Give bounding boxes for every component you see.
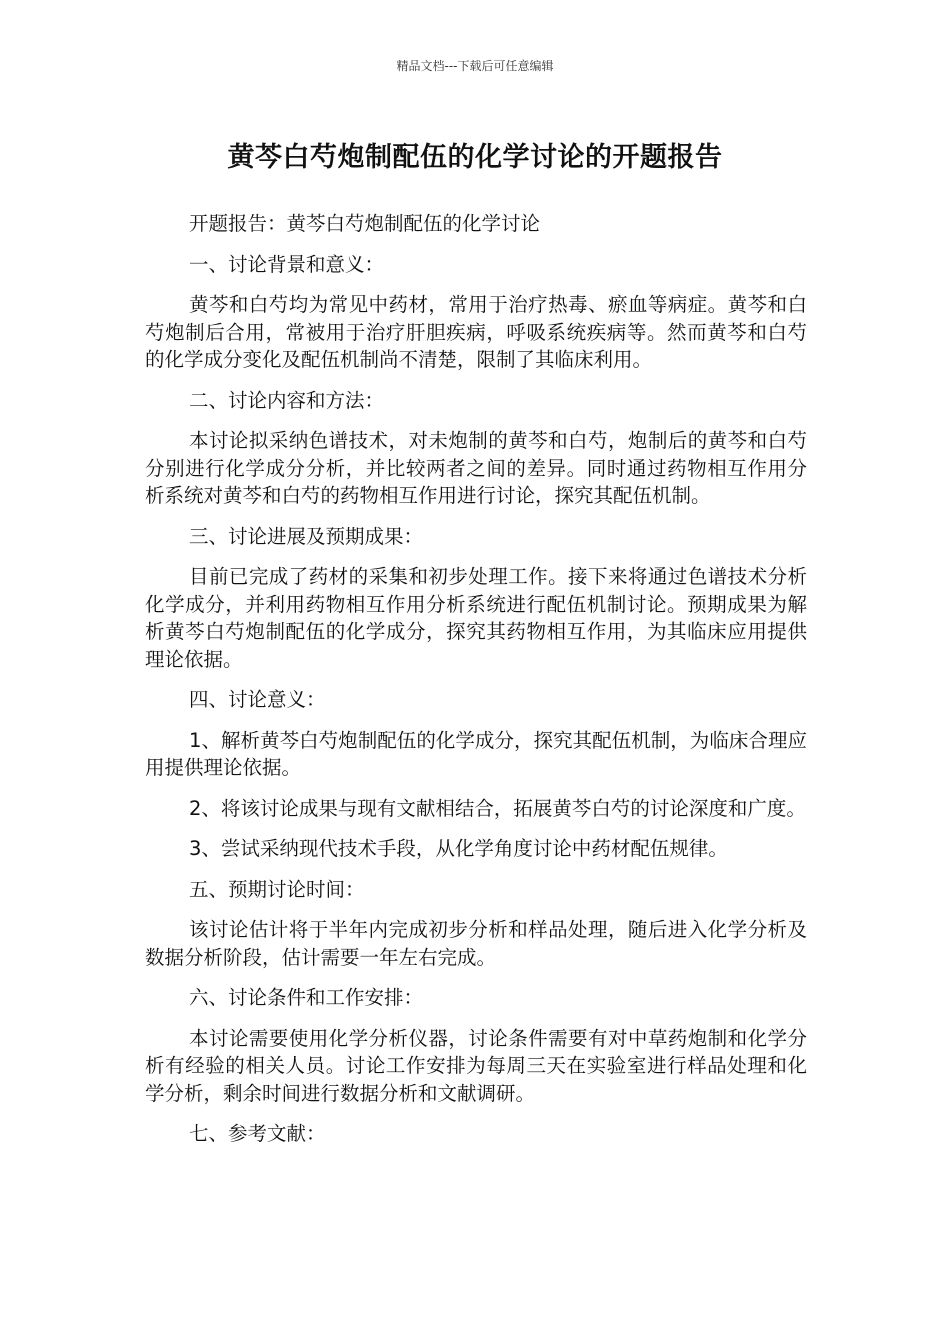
section-heading-timeline: 五、预期讨论时间： [189,877,365,901]
paragraph-background: 黄芩和白芍均为常见中药材，常用于治疗热毒、瘀血等病症。黄芩和白芍炮制后合用，常被用于治疗肝胆疾病，呼吸系统疾病等。然而黄芩和白芍的化学成分变化及配伍机制尚不清楚，限制了其临床利用。 [145,293,807,371]
paragraph-progress: 目前已完成了药材的采集和初步处理工作。接下来将通过色谱技术分析化学成分，并利用药物相互作用分析系统进行配伍机制讨论。预期成果为解析黄芩白芍炮制配伍的化学成分，探究其药物相互作用，为其临床应用提供理论依据。 [145,565,807,671]
section-heading-methods: 二、讨论内容和方法： [189,388,385,412]
paragraph-conditions: 本讨论需要使用化学分析仪器，讨论条件需要有对中草药炮制和化学分析有经验的相关人员。讨论工作安排为每周三天在实验室进行样品处理和化学分析，剩余时间进行数据分析和文献调研。 [145,1026,807,1105]
header-note: 精品文档---下载后可任意编辑 [396,59,554,73]
document-body [145,210,807,1161]
significance-item-2: 2、将该讨论成果与现有文献相结合，拓展黄芩白芍的讨论深度和广度。 [189,796,806,820]
section-heading-references: 七、参考文献： [189,1122,326,1145]
paragraph-report-heading: 开题报告：黄芩白芍炮制配伍的化学讨论 [189,212,541,235]
paragraph-methods: 本讨论拟采纳色谱技术，对未炮制的黄芩和白芍，炮制后的黄芩和白芍分别进行化学成分分析，并比较两者之间的差异。同时通过药物相互作用分析系统对黄芩和白芍的药物相互作用进行讨论，探究其配伍机制。 [145,429,807,507]
significance-item-3: 3、尝试采纳现代技术手段，从化学角度讨论中药材配伍规律。 [189,837,728,860]
section-heading-significance: 四、讨论意义： [189,688,326,711]
section-heading-conditions: 六、讨论条件和工作安排： [189,986,424,1009]
document-title: 黄芩白芍炮制配伍的化学讨论的开题报告 [227,142,723,173]
significance-item-1: 1、解析黄芩白芍炮制配伍的化学成分，探究其配伍机制，为临床合理应用提供理论依据。 [145,728,807,779]
section-heading-progress: 三、讨论进展及预期成果： [189,524,424,548]
paragraph-timeline: 该讨论估计将于半年内完成初步分析和样品处理，随后进入化学分析及数据分析阶段，估计需要一年左右完成。 [145,918,807,969]
section-heading-background: 一、讨论背景和意义： [189,252,385,276]
